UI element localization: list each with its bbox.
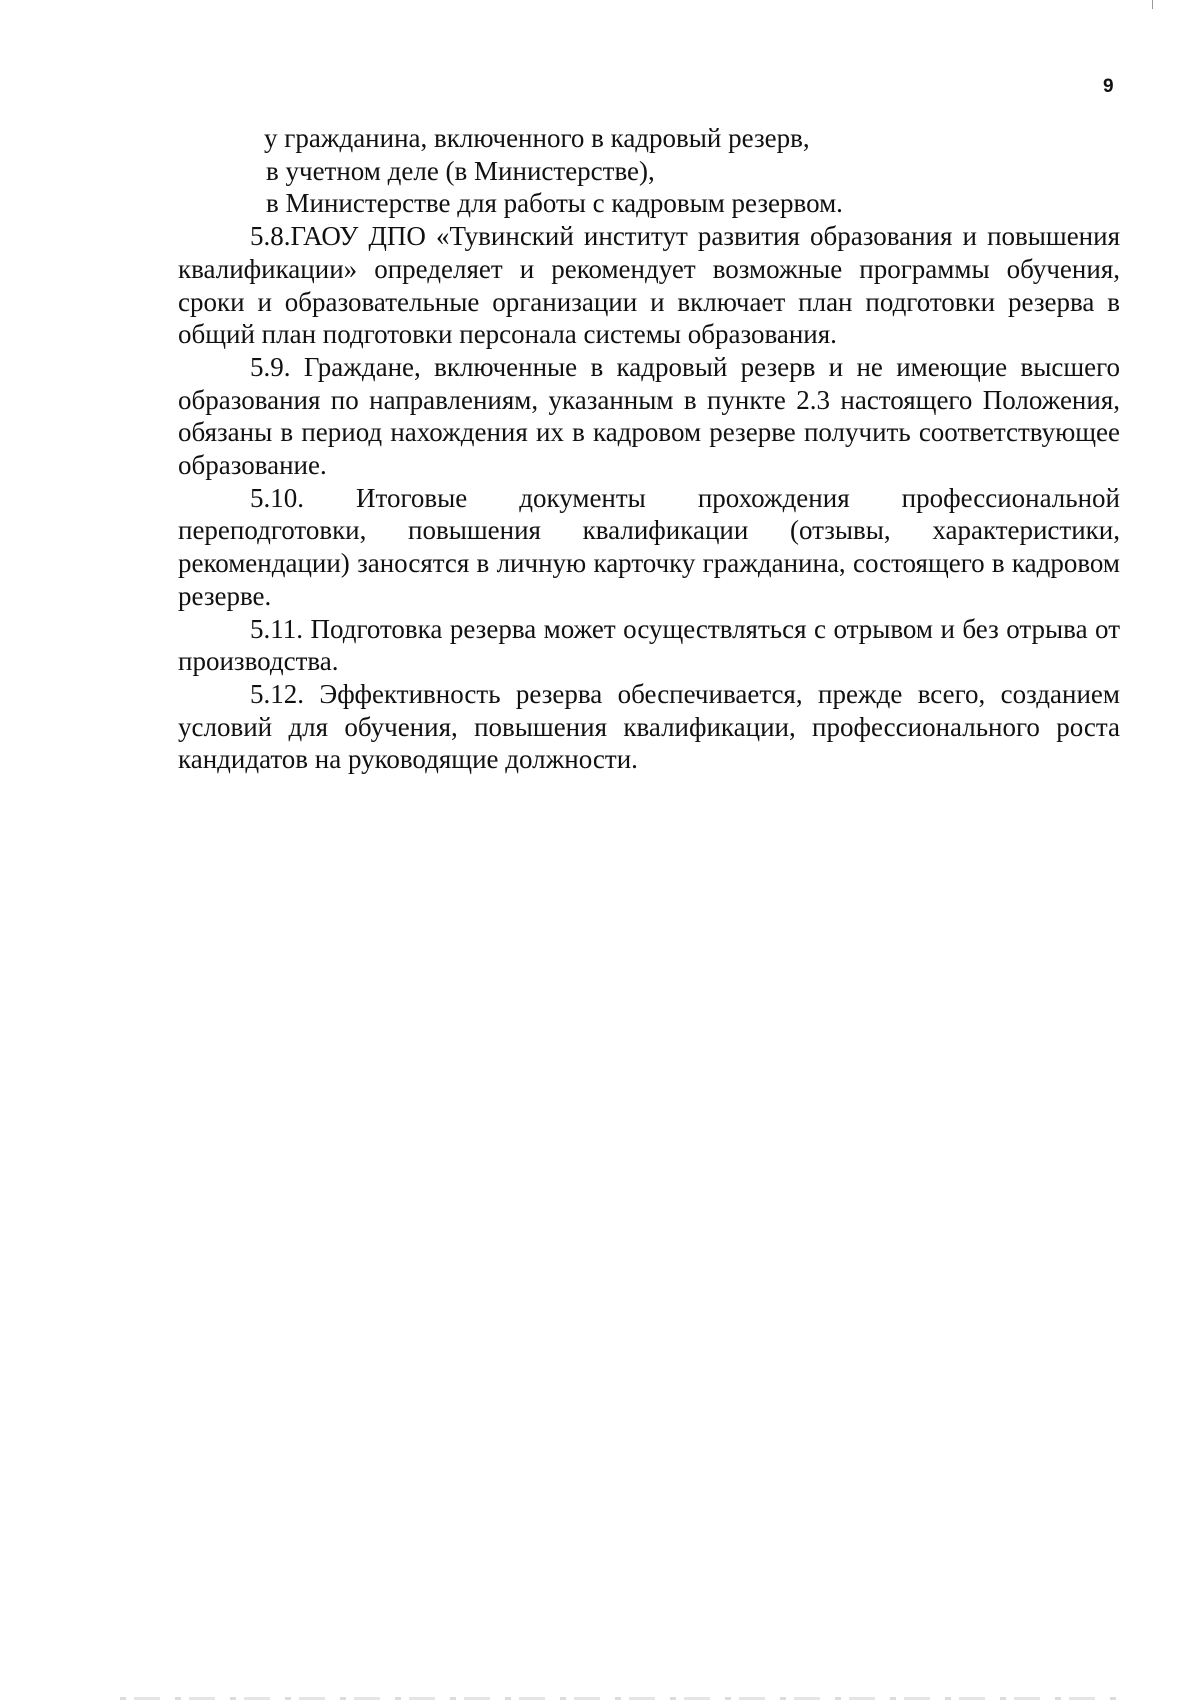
paragraph-5-10: 5.10. Итоговые документы прохождения профессиональной переподготовки, повышения квалификации (отзывы, характеристики, рекомендации) заносятся в личную карточку гражданина, состоящего в кадровом резерве. — [178, 482, 1120, 611]
paragraph-5-8: 5.8.ГАОУ ДПО «Тувинский институт развития образования и повышения квалификации» определяет и рекомендует возможные программы обучения, сроки и образовательные организации и включает план подготовки резерва в общий план подготовки персонала системы образования. — [178, 221, 1120, 350]
paragraph-5-12: 5.12. Эффективность резерва обеспечивается, прежде всего, созданием условий для обучения, повышения квалификации, профессионального роста кандидатов на руководящие должности. — [178, 678, 1120, 775]
scan-bottom-artifact — [120, 1697, 1120, 1700]
list-line-2: в учетном деле (в Министерстве), — [266, 155, 655, 186]
paragraph-5-9: 5.9. Граждане, включенные в кадровый резерв и не имеющие высшего образования по направлениям, указанным в пункте 2.3 настоящего Положения, обязаны в период нахождения их в кадровом резерве получить соответствующее образование. — [178, 351, 1120, 481]
list-line-3: в Министерстве для работы с кадровым резервом. — [266, 188, 843, 219]
scan-edge-mark — [1152, 0, 1153, 9]
paragraph-5-11: 5.11. Подготовка резерва может осуществляться с отрывом и без отрыва от производства. — [178, 613, 1120, 677]
list-line-1: у гражданина, включенного в кадровый резерв, — [264, 123, 810, 153]
document-body — [178, 122, 1120, 776]
page-number: 9 — [1103, 76, 1114, 97]
